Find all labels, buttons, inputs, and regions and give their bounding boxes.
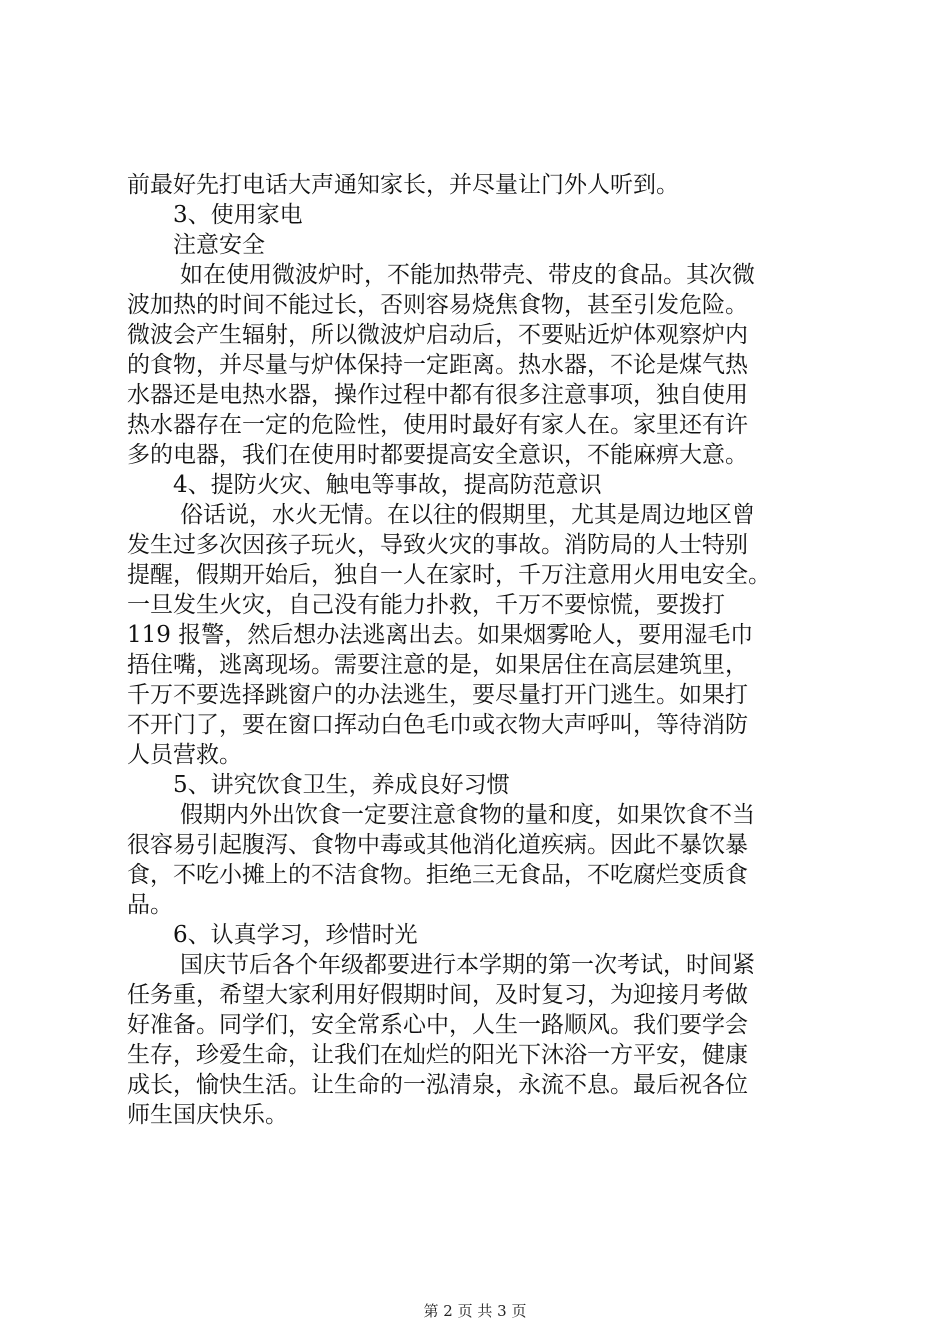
text-line: 热水器存在一定的危险性，使用时最好有家人在。家里还有许 — [127, 412, 748, 438]
text-line: 微波会产生辐射，所以微波炉启动后，不要贴近炉体观察炉内 — [127, 322, 748, 348]
document-body — [127, 170, 837, 1130]
text-line: 一旦发生火灾，自己没有能力扑救，千万不要惊慌，要拨打 — [127, 592, 725, 618]
paragraph-continuation — [127, 170, 837, 200]
text-line: 千万不要选择跳窗户的办法逃生，要尽量打开门逃生。如果打 — [127, 682, 748, 708]
text-line: 人员营救。 — [127, 742, 242, 768]
text-line: 品。 — [127, 892, 173, 918]
text-line: 如在使用微波炉时，不能加热带壳、带皮的食品。其次微 — [180, 262, 755, 288]
text-line: 很容易引起腹泻、食物中毒或其他消化道疾病。因此不暴饮暴 — [127, 832, 748, 858]
text-line: 生存，珍爱生命，让我们在灿烂的阳光下沐浴一方平安，健康 — [127, 1042, 748, 1068]
text-line: 任务重，希望大家利用好假期时间，及时复习，为迎接月考做 — [127, 982, 748, 1008]
section-heading-5: 5、讲究饮食卫生，养成良好习惯 — [173, 772, 510, 798]
page-footer — [0, 1301, 950, 1321]
text-line: 水器还是电热水器，操作过程中都有很多注意事项，独自使用 — [127, 382, 748, 408]
text-line: 食，不吃小摊上的不洁食物。拒绝三无食品，不吃腐烂变质食 — [127, 862, 748, 888]
text-line: 捂住嘴，逃离现场。需要注意的是，如果居住在高层建筑里， — [127, 652, 748, 678]
paragraph-appliances — [127, 260, 837, 470]
paragraph-fire-safety — [127, 500, 837, 770]
text-line: 假期内外出饮食一定要注意食物的量和度，如果饮食不当 — [180, 802, 755, 828]
text-line: 发生过多次因孩子玩火，导致火灾的事故。消防局的人士特别 — [127, 532, 748, 558]
page-number-label: 第 2 页 共 3 页 — [423, 1302, 527, 1320]
paragraph-food-hygiene — [127, 800, 837, 920]
text-line: 成长，愉快生活。让生命的一泓清泉，永流不息。最后祝各位 — [127, 1072, 748, 1098]
text-line: 多的电器，我们在使用时都要提高安全意识，不能麻痹大意。 — [127, 442, 748, 468]
section-heading-6: 6、认真学习，珍惜时光 — [173, 922, 418, 948]
text-line: 波加热的时间不能过长，否则容易烧焦食物，甚至引发危险。 — [127, 292, 748, 318]
text-line: 国庆节后各个年级都要进行本学期的第一次考试，时间紧 — [180, 952, 755, 978]
text-line: 前最好先打电话大声通知家长，并尽量让门外人听到。 — [127, 172, 679, 198]
text-line: 师生国庆快乐。 — [127, 1102, 288, 1128]
section-subheading-3: 注意安全 — [173, 232, 265, 258]
text-line: 的食物，并尽量与炉体保持一定距离。热水器，不论是煤气热 — [127, 352, 748, 378]
text-line: 好准备。同学们，安全常系心中，人生一路顺风。我们要学会 — [127, 1012, 748, 1038]
text-line: 提醒，假期开始后，独自一人在家时，千万注意用火用电安全。 — [127, 562, 771, 588]
section-heading-4: 4、提防火灾、触电等事故，提高防范意识 — [173, 472, 602, 498]
text-line: 不开门了，要在窗口挥动白色毛巾或衣物大声呼叫，等待消防 — [127, 712, 748, 738]
text-line: 俗话说，水火无情。在以往的假期里，尤其是周边地区曾 — [180, 502, 755, 528]
text-line: 119 报警，然后想办法逃离出去。如果烟雾呛人，要用湿毛巾 — [127, 622, 754, 648]
paragraph-study — [127, 950, 837, 1130]
section-heading-3: 3、使用家电 — [173, 202, 303, 228]
